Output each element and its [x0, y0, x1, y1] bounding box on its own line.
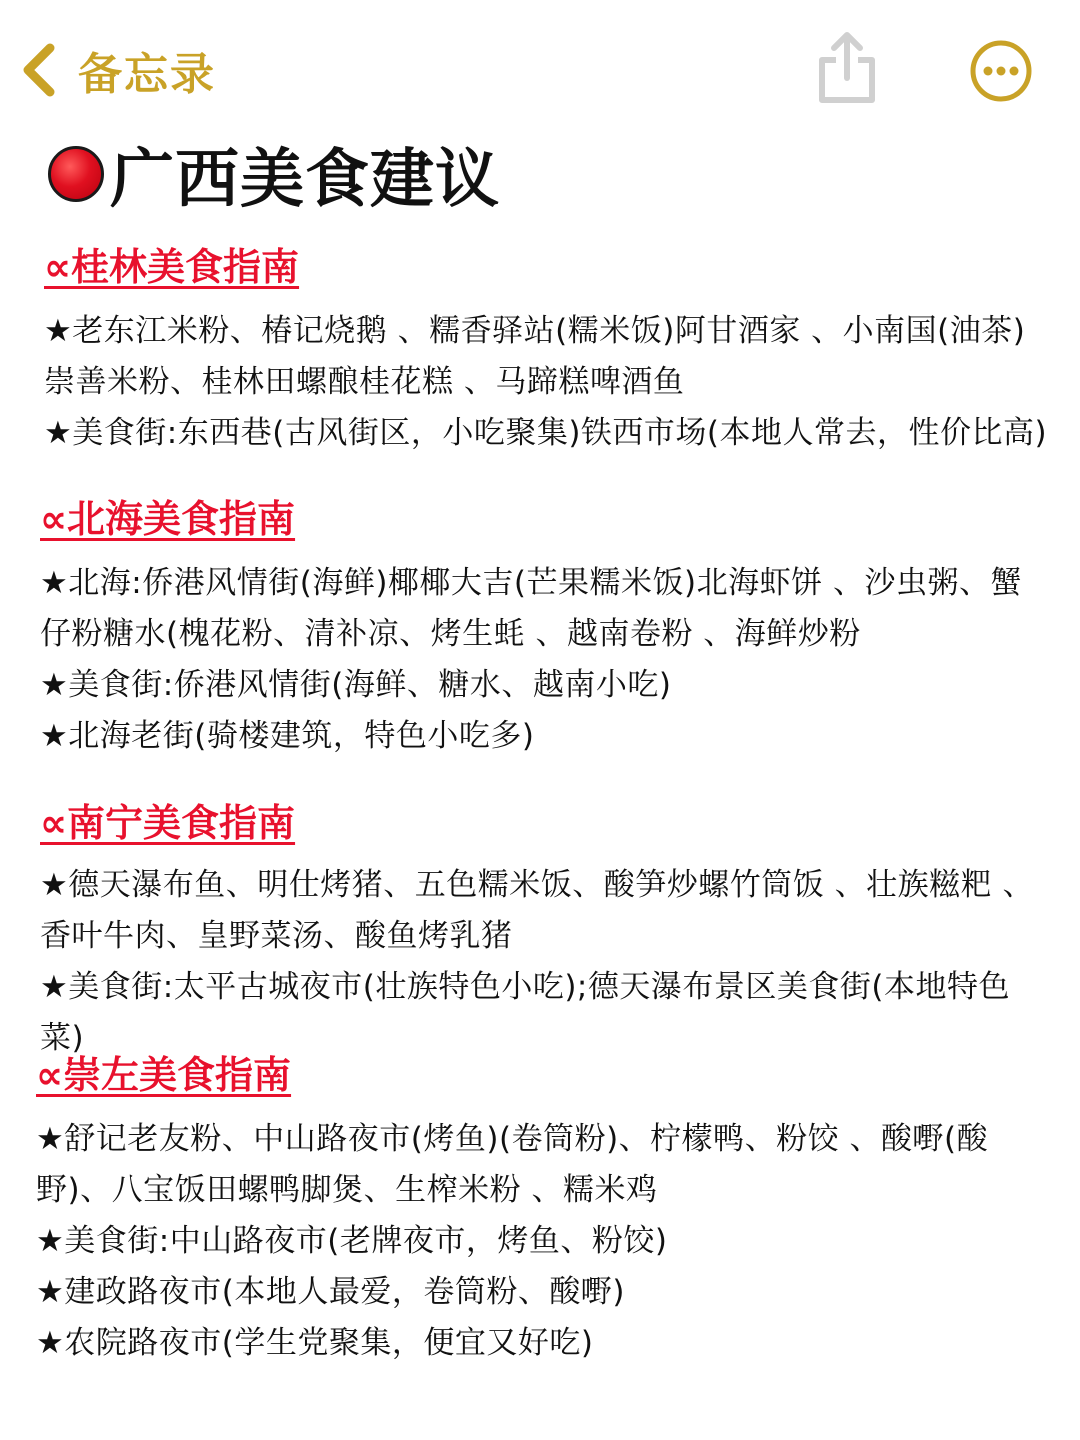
list-item: ★农院路夜市(学生党聚集，便宜又好吃) [36, 1325, 594, 1361]
section-heading[interactable]: ∝南宁美食指南 [40, 801, 296, 845]
top-navigation-bar [0, 0, 1080, 130]
list-item: ★北海老街(骑楼建筑，特色小吃多) [40, 718, 535, 754]
section-heading[interactable]: ∝崇左美食指南 [36, 1053, 292, 1097]
more-options-button[interactable] [968, 38, 1034, 104]
share-icon [814, 30, 880, 106]
list-item: ★德天瀑布鱼、明仕烤猪、五色糯米饭、酸笋炒螺竹筒饭 、壮族糍粑 、香叶牛肉、皇野菜汤、酸鱼烤乳猪 [40, 867, 1034, 954]
chevron-left-icon [18, 42, 58, 98]
red-circle-icon [48, 146, 104, 202]
list-item: ★建政路夜市(本地人最爱，卷筒粉、酸嘢) [36, 1274, 625, 1310]
section-body [44, 306, 1054, 459]
ellipsis-circle-icon [968, 38, 1034, 104]
page-title: 广西美食建议 [110, 142, 500, 217]
section-body [40, 860, 1050, 1064]
list-item: ★美食街:侨港风情街(海鲜、糖水、越南小吃) [40, 667, 672, 703]
back-button-label: 备忘录 [78, 49, 216, 100]
list-item: ★美食街:中山路夜市(老牌夜市，烤鱼、粉饺) [36, 1223, 668, 1259]
list-item: ★美食街:东西巷(古风街区，小吃聚集)铁西市场(本地人常去，性价比高) [44, 415, 1048, 451]
section-heading[interactable]: ∝北海美食指南 [40, 497, 296, 541]
list-item: ★老东江米粉、椿记烧鹅 、糯香驿站(糯米饭)阿甘酒家 、小南国(油茶)崇善米粉、桂林田螺酿桂花糕 、马蹄糕啤酒鱼 [44, 313, 1026, 400]
section-body [36, 1114, 1046, 1369]
list-item: ★美食街:太平古城夜市(壮族特色小吃);德天瀑布景区美食街(本地特色菜) [40, 969, 1010, 1056]
back-button[interactable] [18, 38, 216, 102]
list-item: ★北海:侨港风情街(海鲜)椰椰大吉(芒果糯米饭)北海虾饼 、沙虫粥、蟹仔粉糖水(槐花粉、清补凉、烤生蚝 、越南卷粉 、海鲜炒粉 [40, 565, 1022, 652]
share-button[interactable] [814, 30, 880, 106]
list-item: ★舒记老友粉、中山路夜市(烤鱼)(卷筒粉)、柠檬鸭、粉饺 、酸嘢(酸野)、八宝饭田螺鸭脚煲、生榨米粉 、糯米鸡 [36, 1121, 989, 1208]
section-body [40, 558, 1050, 762]
note-title-row [48, 128, 500, 220]
section-heading[interactable]: ∝桂林美食指南 [44, 245, 300, 289]
